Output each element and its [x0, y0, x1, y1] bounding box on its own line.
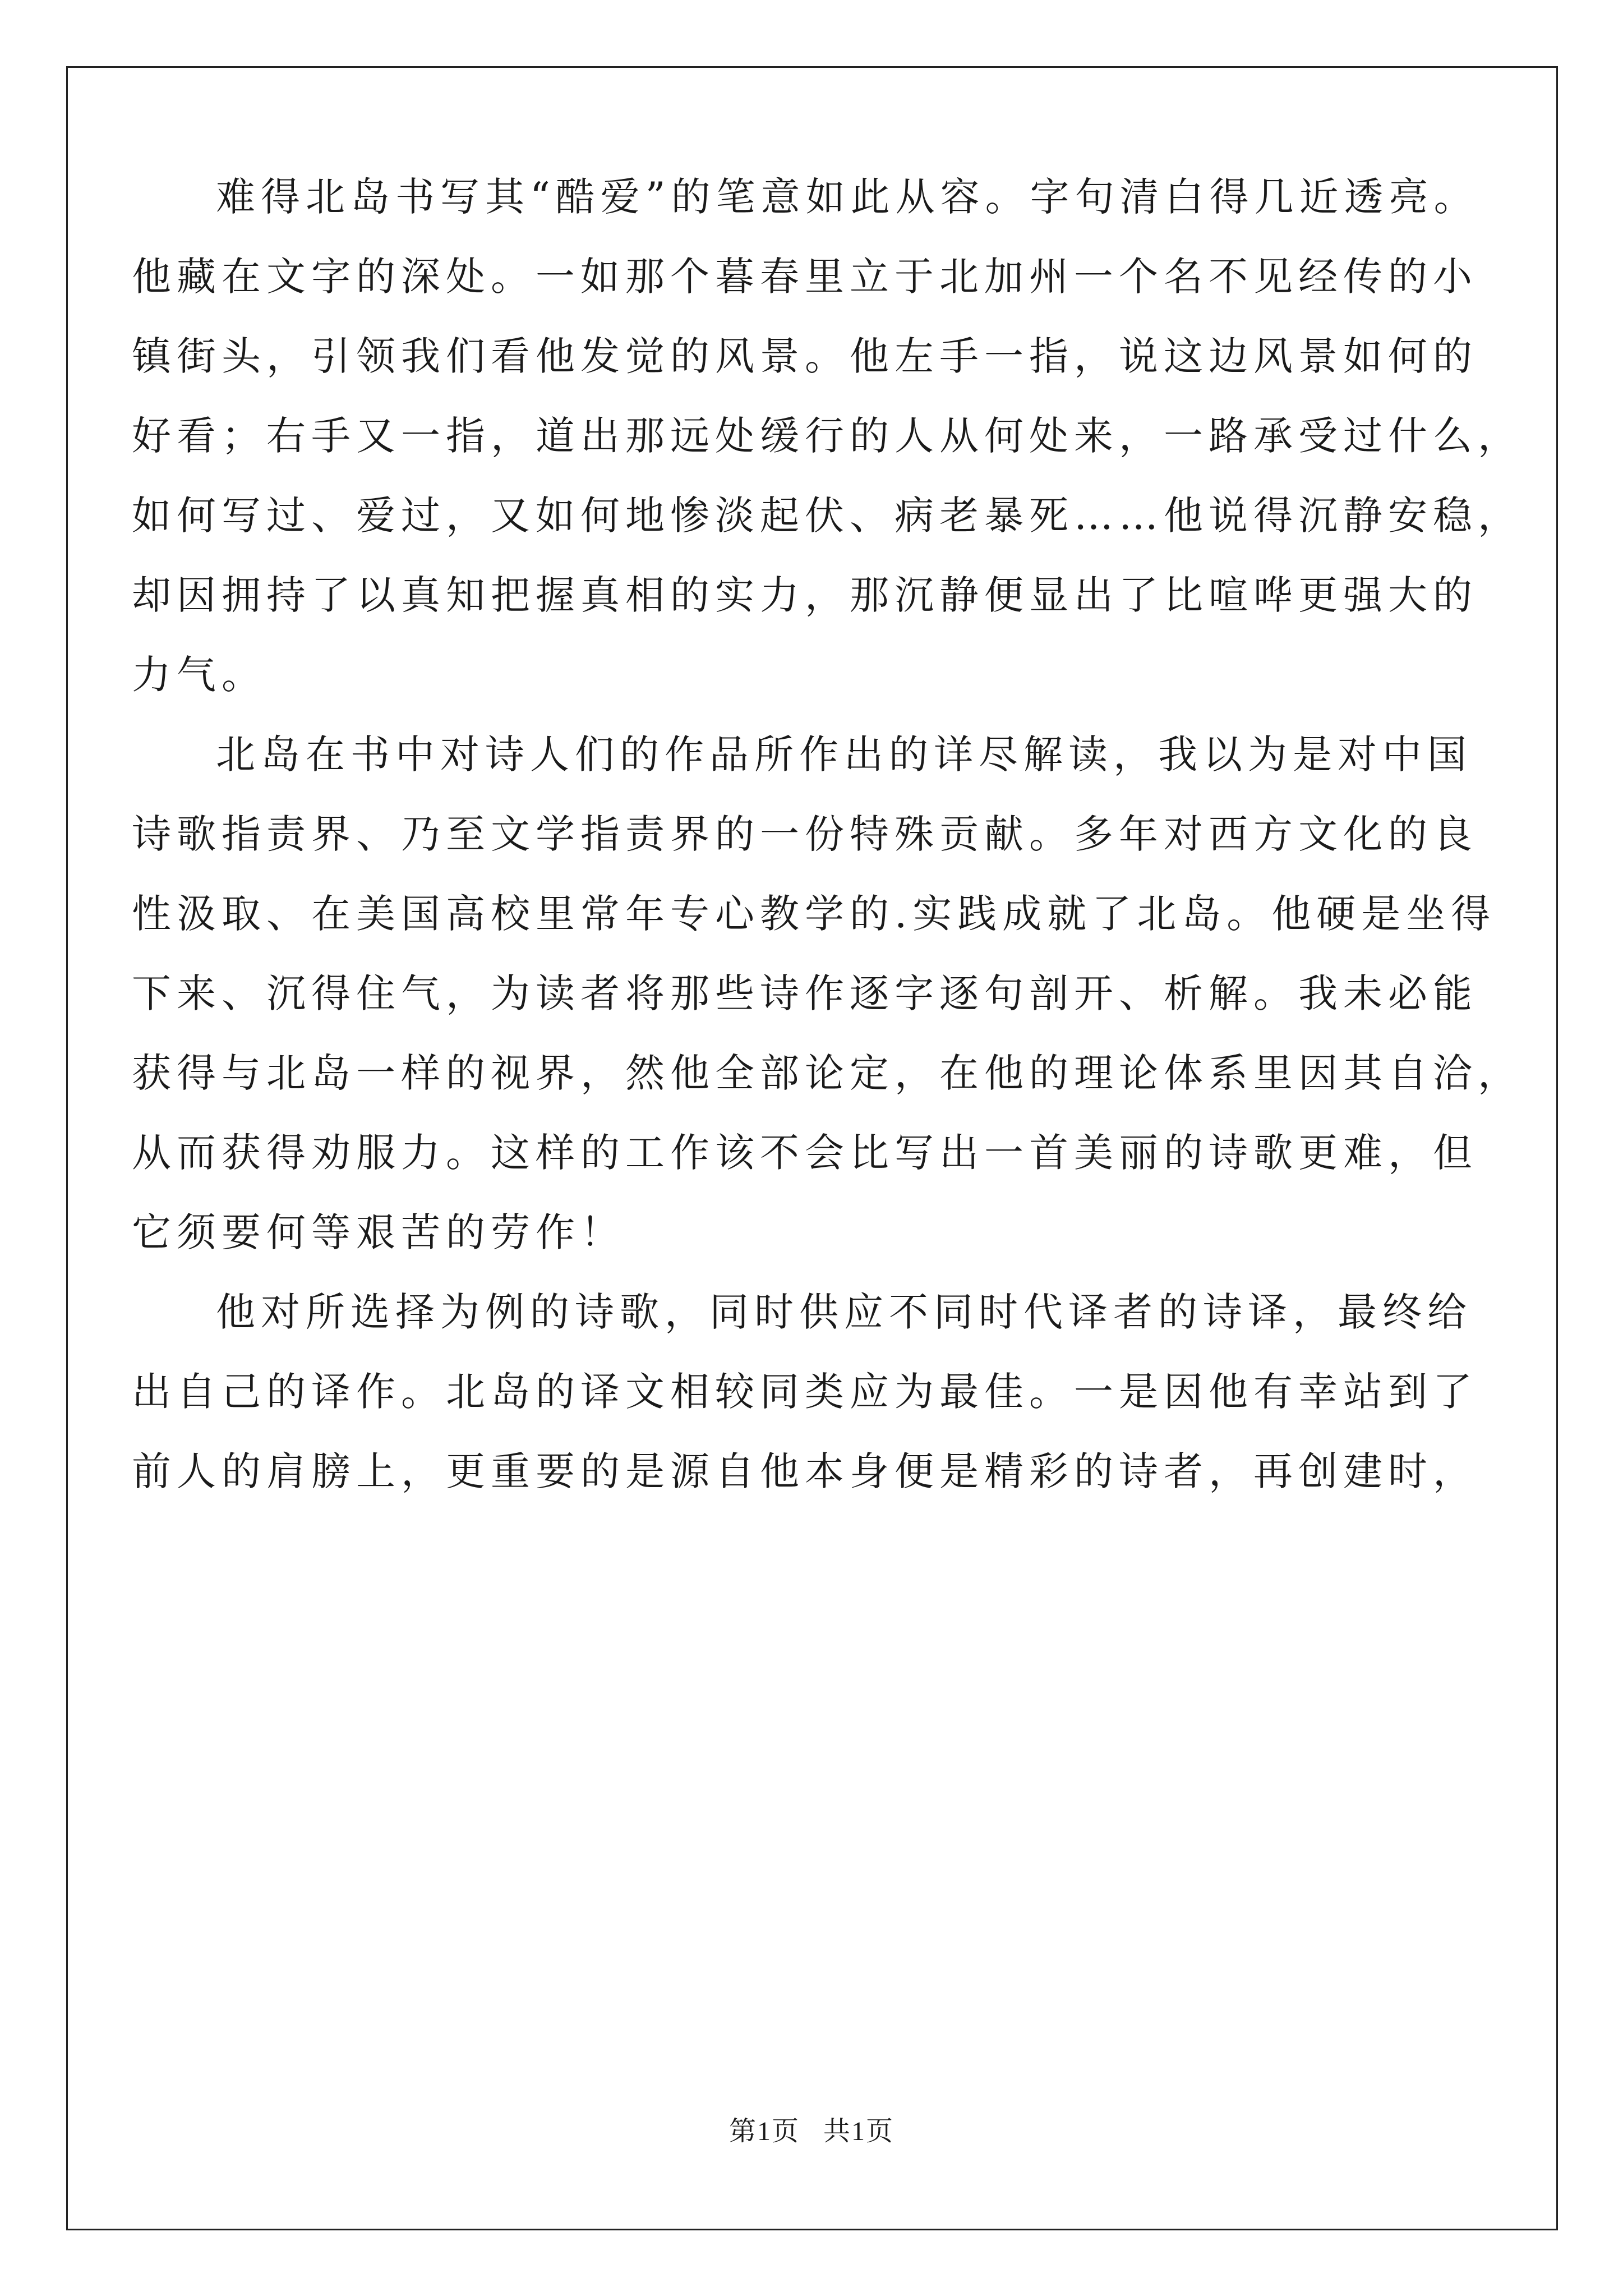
paragraph-2-line-5: 获得与北岛一样的视界，然他全部论定，在他的理论体系里因其自洽，	[132, 1050, 1523, 1096]
paragraph-2-line-6: 从而获得劝服力。这样的工作该不会比写出一首美丽的诗歌更难，但	[132, 1130, 1478, 1176]
paragraph-1-line-1: 难得北岛书写其“酷爱”的笔意如此从容。字句清白得几近透亮。	[216, 174, 1479, 220]
paragraph-2-line-3: 性汲取、在美国高校里常年专心教学的.实践成就了北岛。他硬是坐得	[132, 891, 1496, 937]
paragraph-2-line-4: 下来、沉得住气，为读者将那些诗作逐字逐句剖开、析解。我未必能	[132, 970, 1478, 1016]
document-body	[132, 157, 1523, 1511]
paragraph-2-line-2: 诗歌指责界、乃至文学指责界的一份特殊贡献。多年对西方文化的良	[132, 811, 1478, 857]
paragraph-3-line-3: 前人的肩膀上，更重要的是源自他本身便是精彩的诗者，再创建时，	[132, 1448, 1478, 1494]
paragraph-2-line-7: 它须要何等艰苦的劳作！	[132, 1209, 625, 1255]
page-number-label: 第1页	[728, 2116, 800, 2146]
page-footer	[0, 2115, 1623, 2148]
paragraph-2-line-1: 北岛在书中对诗人们的作品所作出的详尽解读，我以为是对中国	[216, 731, 1472, 777]
paragraph-1-line-2: 他藏在文字的深处。一如那个暮春里立于北加州一个名不见经传的小	[132, 254, 1478, 300]
paragraph-1-line-4: 好看；右手又一指，道出那远处缓行的人从何处来，一路承受过什么，	[132, 413, 1523, 459]
paragraph-3-line-2: 出自己的译作。北岛的译文相较同类应为最佳。一是因他有幸站到了	[132, 1369, 1478, 1415]
paragraph-1-line-3: 镇街头，引领我们看他发觉的风景。他左手一指，说这边风景如何的	[132, 333, 1478, 379]
paragraph-1-line-5: 如何写过、爱过，又如何地惨淡起伏、病老暴死……他说得沉静安稳，	[132, 493, 1523, 539]
paragraph-1-line-6: 却因拥持了以真知把握真相的实力，那沉静便显出了比喧哗更强大的	[132, 572, 1478, 618]
paragraph-1-line-7: 力气。	[132, 652, 266, 698]
total-pages-label: 共1页	[823, 2116, 895, 2146]
paragraph-3-line-1: 他对所选择为例的诗歌，同时供应不同时代译者的诗译，最终给	[216, 1289, 1472, 1335]
